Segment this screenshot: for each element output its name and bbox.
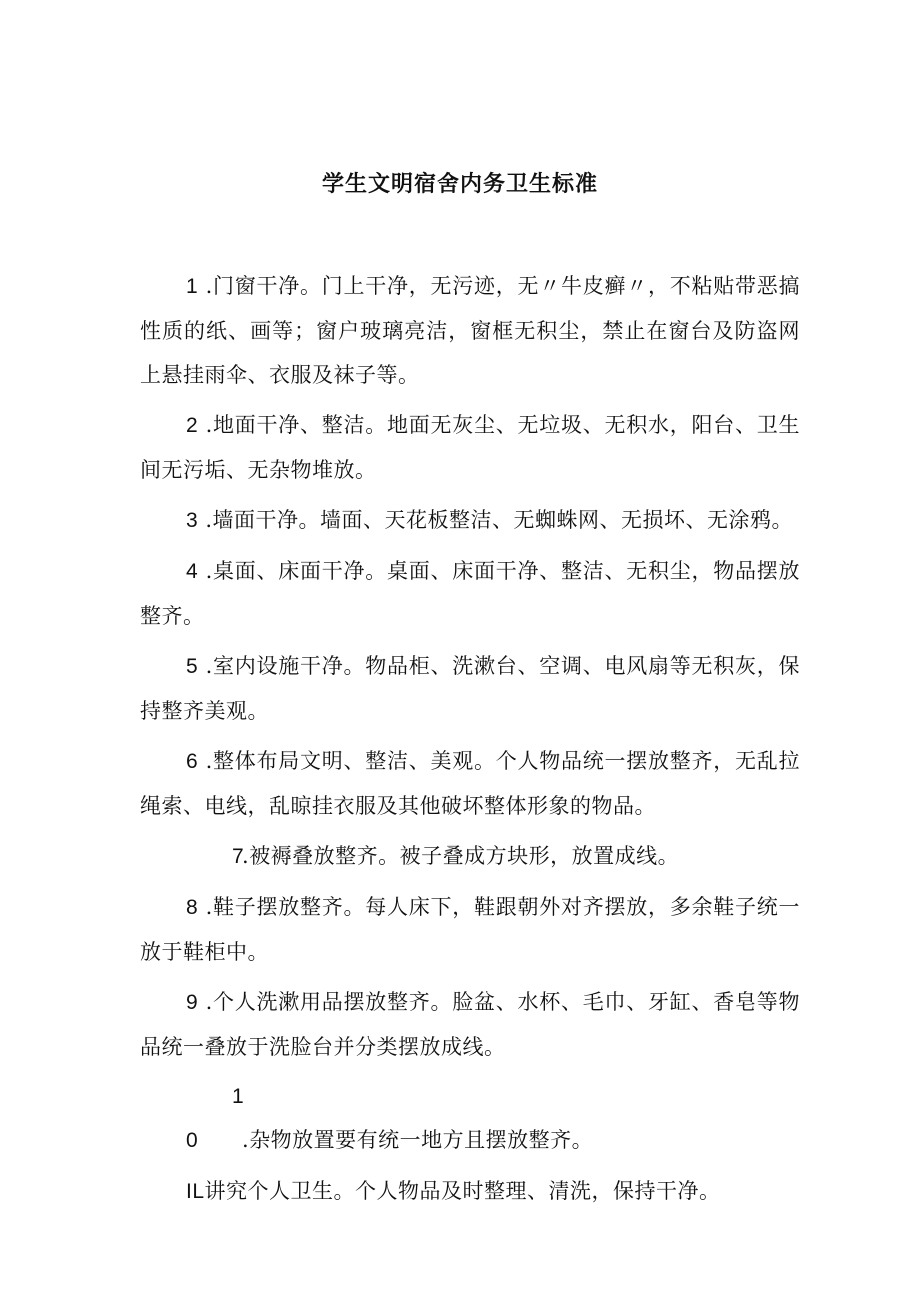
rule-item-6 <box>140 739 800 828</box>
item-separator: . <box>198 895 213 919</box>
item-number: 9 <box>186 991 199 1014</box>
item-number: 5 <box>186 655 199 678</box>
item-text: 杂物放置要有统一地方且摆放整齐。 <box>249 1128 594 1152</box>
item-text: 门窗干净。门上干净，无污迹，无〃牛皮癣〃，不粘贴带恶搞性质的纸、画等；窗户玻璃亮洁，窗框无积尘，禁止在窗台及防盗网上悬挂雨伞、衣服及袜子等。 <box>140 274 800 387</box>
rule-item-11 <box>140 1169 800 1214</box>
item-text: 室内设施干净。物品柜、洗漱台、空调、电风扇等无积灰，保持整齐美观。 <box>140 654 800 723</box>
item-text: 地面干净、整洁。地面无灰尘、无垃圾、无积水，阳台、卫生间无污垢、无杂物堆放。 <box>140 413 800 482</box>
item-text: 墙面干净。墙面、天花板整洁、无蜘蛛网、无损坏、无涂鸦。 <box>212 508 794 532</box>
item-text: 被褥叠放整齐。被子叠成方块形，放置成线。 <box>249 844 680 868</box>
item-text: 整体布局文明、整洁、美观。个人物品统一摆放整齐，无乱拉绳索、电线，乱晾挂衣服及其他破坏整体形象的物品。 <box>140 749 800 818</box>
item-separator: . <box>198 559 213 583</box>
rule-item-10 <box>140 1075 800 1163</box>
rule-item-7 <box>140 834 800 879</box>
document-title: 学生文明宿舍内务卫生标准 <box>321 172 598 197</box>
rule-item-9 <box>140 980 800 1069</box>
item-text: 桌面、床面干净。桌面、床面干净、整洁、无积尘，物品摆放整齐。 <box>140 559 800 628</box>
item-separator: . <box>198 274 213 298</box>
rule-item-3 <box>140 498 800 543</box>
item-separator: . <box>242 844 250 868</box>
rule-item-5 <box>140 644 800 733</box>
item-separator: . <box>198 508 213 532</box>
item-number: IL <box>186 1180 205 1203</box>
item-number: 1 <box>186 275 199 298</box>
item-number: 2 <box>186 414 199 437</box>
item-number: 4 <box>186 560 199 583</box>
item-number: 3 <box>186 509 199 532</box>
item-number: 10 <box>186 1085 245 1152</box>
rule-item-4 <box>140 549 800 638</box>
item-text: 个人洗漱用品摆放整齐。脸盆、水杯、毛巾、牙缸、香皂等物品统一叠放于洗脸台并分类摆放成线。 <box>140 990 800 1059</box>
item-number: 6 <box>186 750 199 773</box>
item-separator: . <box>198 654 213 678</box>
rule-item-8 <box>140 885 800 974</box>
item-separator: . <box>198 990 213 1014</box>
item-number: 7 <box>232 845 245 868</box>
item-text: 讲究个人卫生。个人物品及时整理、清洗，保持干净。 <box>204 1179 721 1203</box>
rule-item-2 <box>140 403 800 492</box>
item-separator: . <box>198 413 213 437</box>
document-body <box>140 264 800 1220</box>
item-separator: . <box>242 1128 250 1152</box>
item-separator: . <box>198 749 213 773</box>
rule-item-1 <box>140 264 800 397</box>
item-number: 8 <box>186 896 199 919</box>
item-text: 鞋子摆放整齐。每人床下，鞋跟朝外对齐摆放，多余鞋子统一放于鞋柜中。 <box>140 895 800 964</box>
